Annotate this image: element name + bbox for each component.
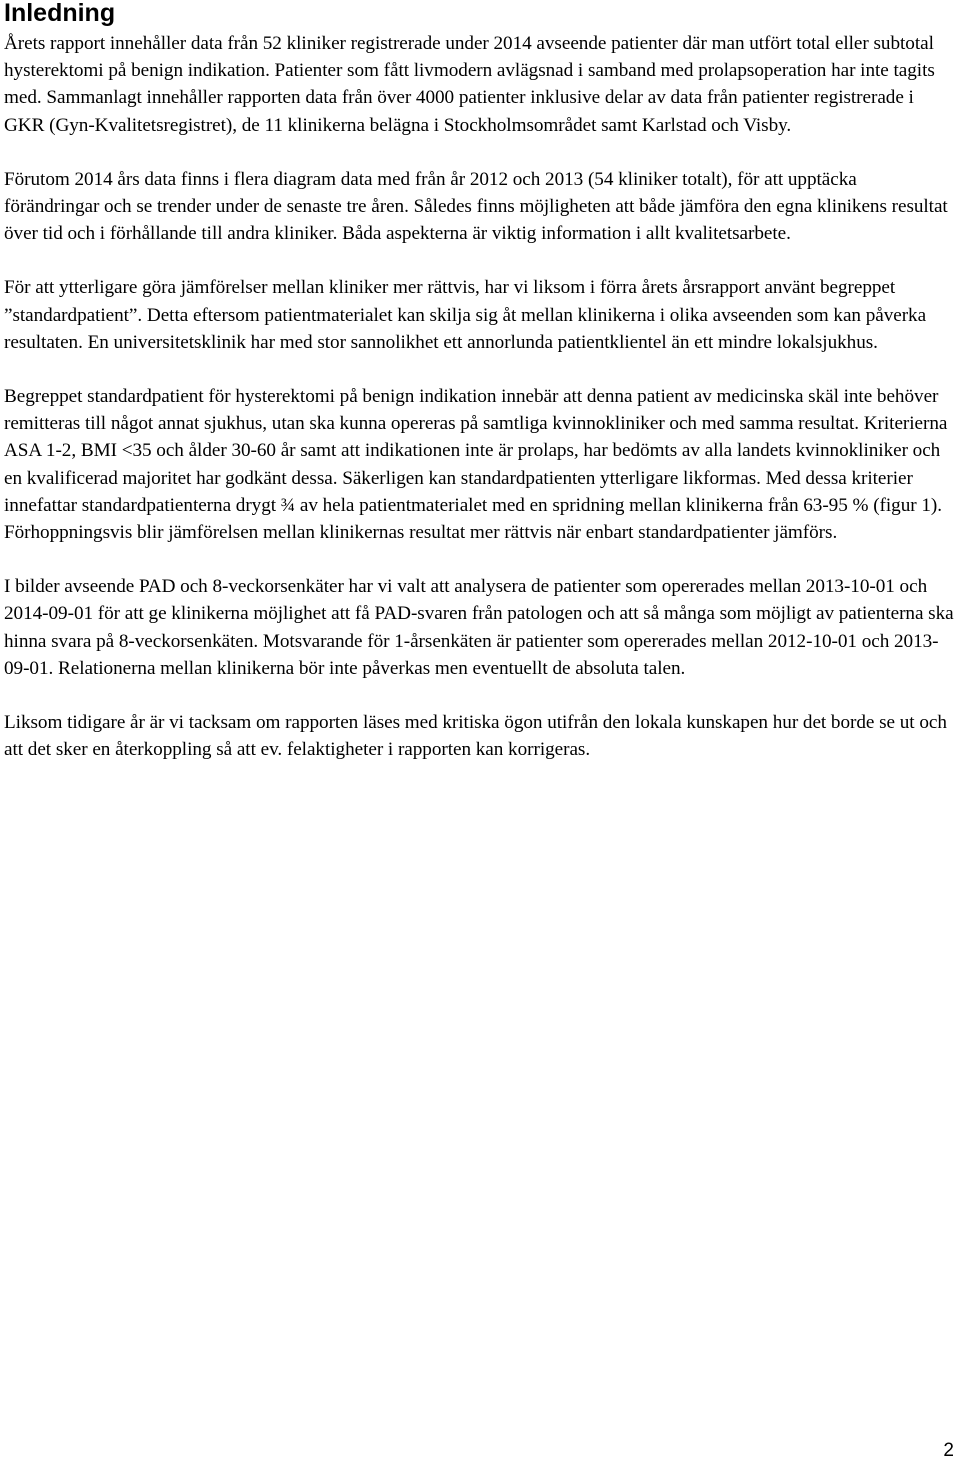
paragraph-feedback: Liksom tidigare år är vi tacksam om rapporten läses med kritiska ögon utifrån den lokala kunskapen hur det borde se ut och att det sker en återkoppling så att ev. felaktigheter i rapporten kan korrigeras. <box>4 712 947 761</box>
paragraph-intro: Årets rapport innehåller data från 52 kliniker registrerade under 2014 avseende patienter där man utfört total eller subtotal hysterektomi på benign indikation. Patienter som fått livmodern avlägsnad i samband med prolapsoperation har inte tagits med. Sammanlagt innehåller rapporten data från över 4000 patienter inklusive delar av data från patienter registrerade i GKR (Gyn-Kvalitetsregistret), de 11 klinikerna belägna i Stockholmsområdet samt Karlstad och Visby. <box>4 33 935 136</box>
page-number: 2 <box>943 1440 954 1461</box>
paragraph-pad-surveys: I bilder avseende PAD och 8-veckorsenkäter har vi valt att analysera de patienter som opererades mellan 2013-10-01 och 2014-09-01 för att ge klinikerna möjlighet att få PAD-svaren från patologen och att så många som möjligt av patienterna ska hinna svara på 8-veckorsenkäten. Motsvarande för 1-årsenkäten är patienter som opererades mellan 2012-10-01 och 2013-09-01. Relationerna mellan klinikerna bör inte påverkas men eventuellt de absoluta talen. <box>4 576 954 679</box>
document-page <box>4 0 954 790</box>
paragraph-standardpatient-intro: För att ytterligare göra jämförelser mellan kliniker mer rättvis, har vi liksom i förra årets årsrapport använt begreppet ”standardpatient”. Detta eftersom patientmaterialet kan skilja sig åt mellan klinikerna i olika avseenden som kan påverka resultaten. En universitetsklinik har med stor sannolikhet ett annorlunda patientklientel än ett mindre lokalsjukhus. <box>4 277 927 353</box>
paragraph-standardpatient-definition: Begreppet standardpatient för hysterektomi på benign indikation innebär att denna patient av medicinska skäl inte behöver remitteras till något annat sjukhus, utan ska kunna opereras på samtliga kvinnokliniker och med samma resultat. Kriterierna ASA 1-2, BMI <35 och ålder 30-60 år samt att indikationen inte är prolaps, har bedömts av alla landets kvinnokliniker och en kvalificerad majoritet har godkänt dessa. Säkerligen kan standardpatienten ytterligare likformas. Med dessa kriterier innefattar standardpatienterna drygt ¾ av hela patientmaterialet med en spridning mellan klinikerna från 63-95 % (figur 1). Förhoppningsvis blir jämförelsen mellan klinikernas resultat mer rättvis när enbart standardpatienter jämförs. <box>4 386 948 544</box>
section-heading: Inledning <box>4 0 116 27</box>
paragraph-historical-data: Förutom 2014 års data finns i flera diagram data med från år 2012 och 2013 (54 kliniker totalt), för att upptäcka förändringar och se trender under de senaste tre åren. Således finns möjligheten att både jämföra den egna klinikens resultat över tid och i förhållande till andra kliniker. Båda aspekterna är viktig information i allt kvalitetsarbete. <box>4 168 948 245</box>
